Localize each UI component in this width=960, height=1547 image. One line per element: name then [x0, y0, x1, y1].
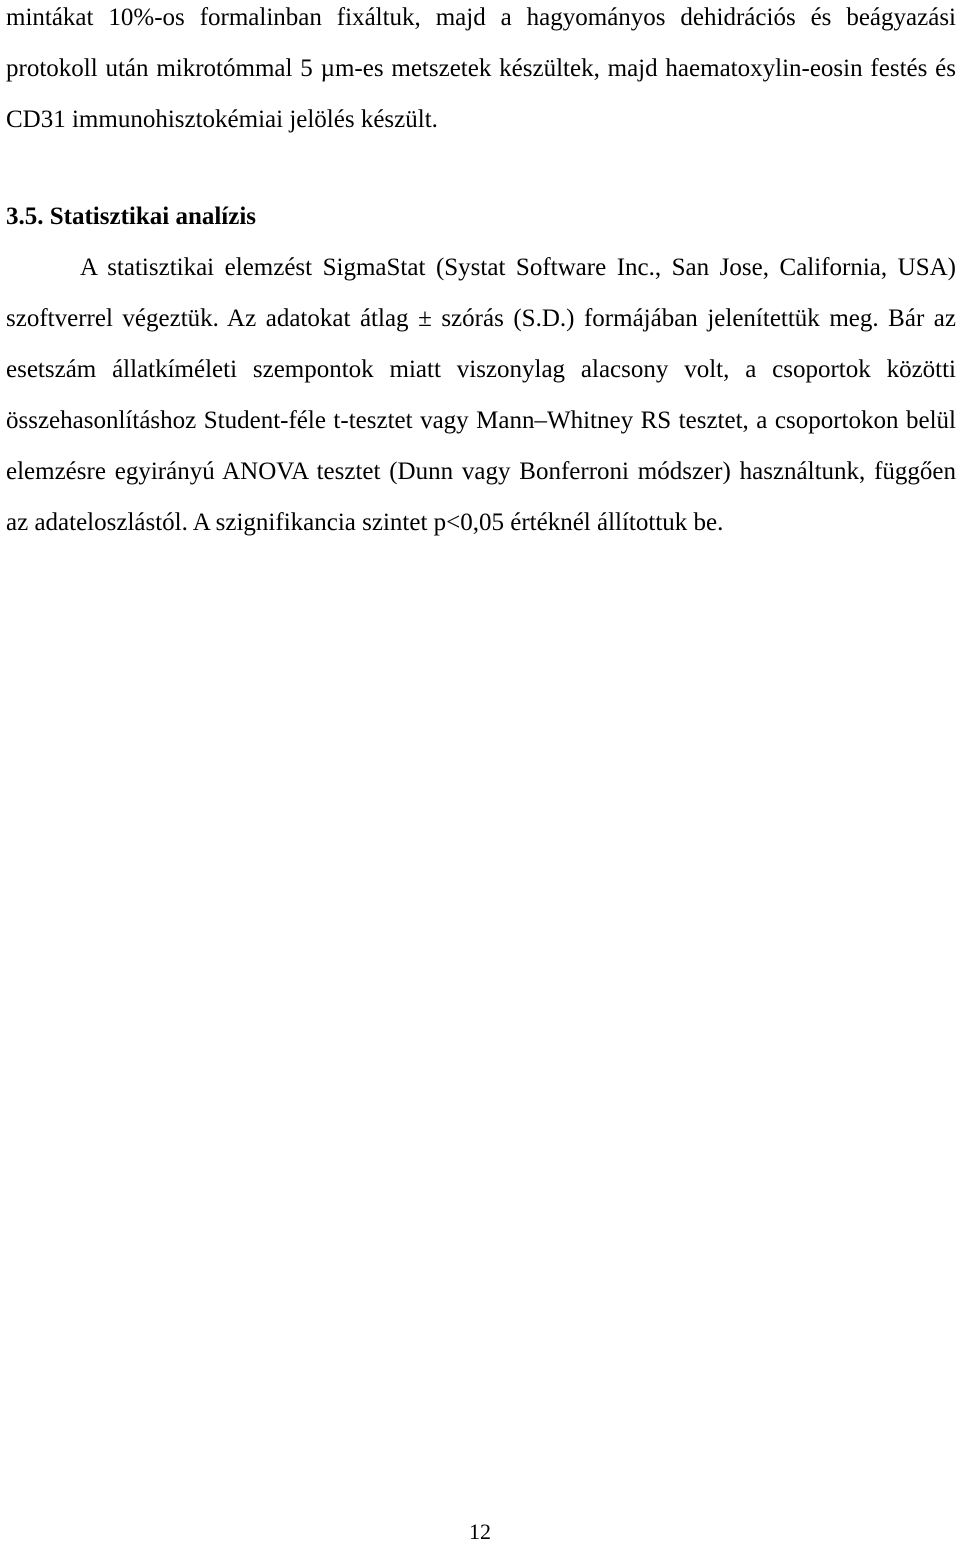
section-heading: 3.5. Statisztikai analízis	[6, 203, 257, 230]
page-number: 12	[469, 1519, 491, 1544]
statistics-paragraph: A statisztikai elemzést SigmaStat (Systat Software Inc., San Jose, California, USA) szoftverrel végeztük. Az adatokat átlag ± szórás (S.D.) formájában jelenítettük meg. Bár az esetszám állatkíméleti szempontok miatt viszonylag alacsony volt, a csoportok közötti összehasonlításhoz Student-féle t-tesztet vagy Mann–Whitney RS tesztet, a csoportokon belül elemzésre egyirányú ANOVA tesztet (Dunn vagy Bonferroni módszer) használtunk, függően az adateloszlástól. A szignifikancia szintet p<0,05 értéknél állítottuk be.	[6, 254, 956, 536]
intro-paragraph: mintákat 10%-os formalinban fixáltuk, majd a hagyományos dehidrációs és beágyazási protokoll után mikrotómmal 5 µm-es metszetek készültek, majd haematoxylin-eosin festés és CD31 immunohisztokémiai jelölés készült.	[6, 4, 956, 133]
